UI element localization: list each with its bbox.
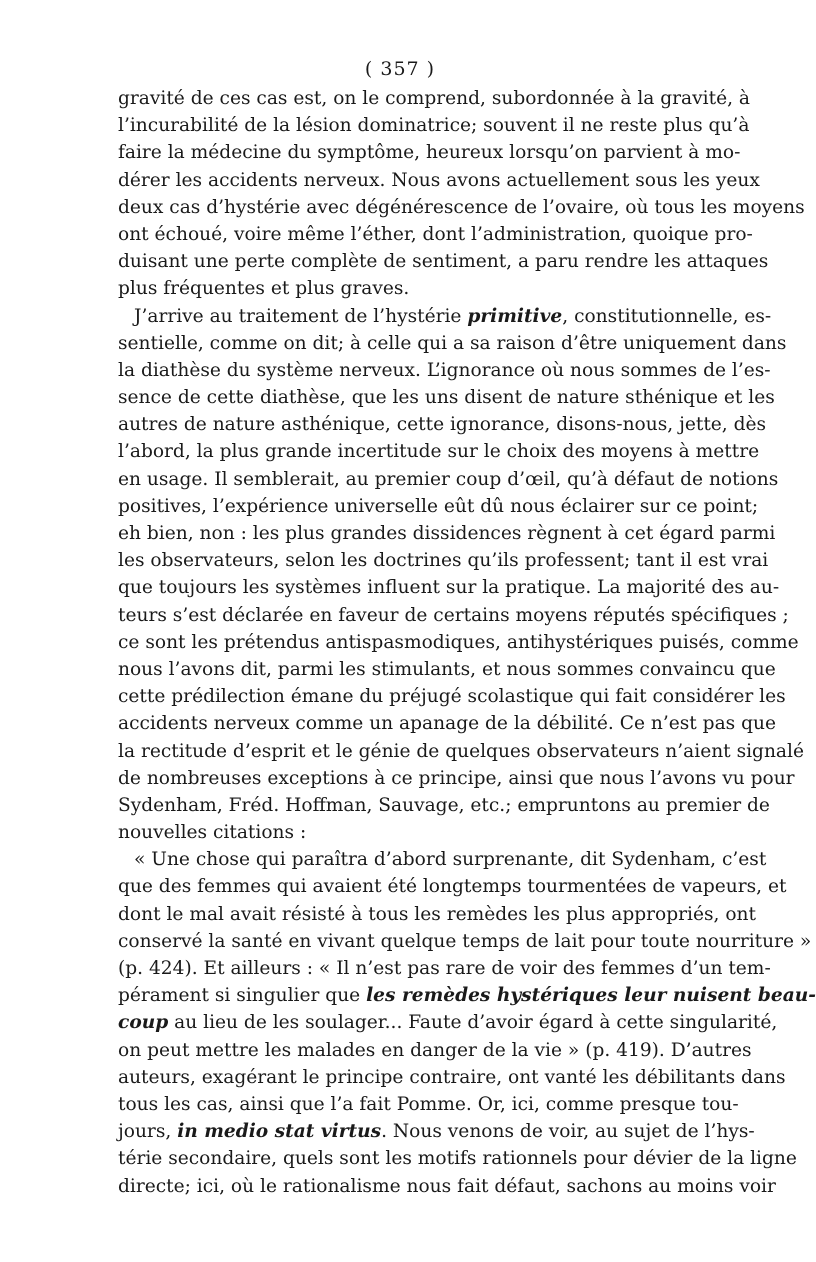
text-line: sence de cette diathèse, que les uns disent de nature sthénique et les <box>118 387 775 409</box>
text-line: (p. 424). Et ailleurs : « Il n’est pas rare de voir des femmes d’un tem- <box>118 958 771 979</box>
text-line: térie secondaire, quels sont les motifs rationnels pour dévier de la ligne <box>118 1148 797 1170</box>
text-line: ce sont les prétendus antispasmodiques, antihystériques puisés, comme <box>118 631 799 653</box>
text-line: coup au lieu de les soulager... Faute d’avoir égard à cette singularité, <box>118 1012 778 1034</box>
text-line: conservé la santé en vivant quelque temps de lait pour toute nourriture » <box>118 930 812 952</box>
text-line: Sydenham, Fréd. Hoffman, Sauvage, etc.; empruntons au premier de <box>118 794 770 816</box>
text-line: duisant une perte complète de sentiment, a paru rendre les attaques <box>118 251 769 273</box>
text-line: tous les cas, ainsi que l’a fait Pomme. Or, ici, comme presque tou- <box>118 1093 739 1115</box>
text-line: gravité de ces cas est, on le comprend, subordonnée à la gravité, à <box>118 88 750 109</box>
text-line: eh bien, non : les plus grandes dissidences règnent à cet égard parmi <box>118 523 776 544</box>
text-line: cette prédilection émane du préjugé scolastique qui fait considérer les <box>118 686 786 708</box>
text-line: la diathèse du système nerveux. L’ignorance où nous sommes de l’es- <box>118 359 771 381</box>
text-line: dont le mal avait résisté à tous les remèdes les plus appropriés, ont <box>118 903 756 925</box>
text-line: l’incurabilité de la lésion dominatrice; souvent il ne reste plus qu’à <box>118 115 750 137</box>
text-line: de nombreuses exceptions à ce principe, ainsi que nous l’avons vu pour <box>118 767 795 789</box>
text-line: que des femmes qui avaient été longtemps tourmentées de vapeurs, et <box>118 876 787 898</box>
text-line: nous l’avons dit, parmi les stimulants, et nous sommes convaincu que <box>118 658 776 680</box>
text-line: J’arrive au traitement de l’hystérie primitive, constitutionnelle, es- <box>134 305 772 327</box>
text-line: auteurs, exagérant le principe contraire, ont vanté les débilitants dans <box>118 1066 786 1088</box>
text-line: deux cas d’hystérie avec dégénérescence de l’ovaire, où tous les moyens <box>118 196 805 218</box>
text-line: ont échoué, voire même l’éther, dont l’administration, quoique pro- <box>118 223 753 245</box>
text-line: directe; ici, où le rationalisme nous fait défaut, sachons au moins voir <box>118 1175 776 1197</box>
page-number: ( 357 ) <box>364 58 436 80</box>
text-line: faire la médecine du symptôme, heureux lorsqu’on parvient à mo- <box>118 142 741 164</box>
text-line: sentielle, comme on dit; à celle qui a sa raison d’être uniquement dans <box>118 332 787 354</box>
text-line: autres de nature asthénique, cette ignorance, disons-nous, jette, dès <box>118 414 767 436</box>
text-line: accidents nerveux comme un apanage de la débilité. Ce n’est pas que <box>118 713 776 735</box>
text-line: nouvelles citations : <box>118 822 307 844</box>
text-line: « Une chose qui paraîtra d’abord surprenante, dit Sydenham, c’est <box>134 849 767 871</box>
text-line: la rectitude d’esprit et le génie de quelques observateurs n’aient signalé <box>118 740 804 762</box>
text-line: on peut mettre les malades en danger de la vie » (p. 419). D’autres <box>118 1039 752 1061</box>
text-line: positives, l’expérience universelle eût dû nous éclairer sur ce point; <box>118 495 759 517</box>
text-line: pérament si singulier que les remèdes hystériques leur nuisent beau- <box>118 985 816 1007</box>
text-line: que toujours les systèmes influent sur la pratique. La majorité des au- <box>118 577 780 599</box>
text-line: teurs s’est déclarée en faveur de certains moyens réputés spécifiques ; <box>118 604 789 626</box>
text-line: plus fréquentes et plus graves. <box>118 278 410 300</box>
text-line: jours, in medio stat virtus. Nous venons de voir, au sujet de l’hys- <box>118 1121 755 1143</box>
body-text <box>118 85 816 1200</box>
text-line: les observateurs, selon les doctrines qu’ils professent; tant il est vrai <box>118 550 769 572</box>
text-line: l’abord, la plus grande incertitude sur le choix des moyens à mettre <box>118 441 760 463</box>
text-line: en usage. Il semblerait, au premier coup d’œil, qu’à défaut de notions <box>118 468 779 490</box>
text-line: dérer les accidents nerveux. Nous avons actuellement sous les yeux <box>118 169 760 191</box>
